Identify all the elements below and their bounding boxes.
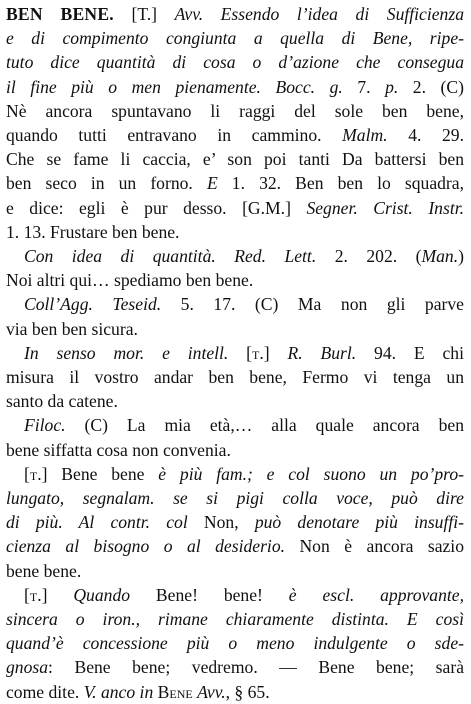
text-line bbox=[6, 99, 464, 123]
text-line bbox=[6, 220, 464, 244]
italic-text: Avv. bbox=[197, 681, 226, 702]
italic-text: gnosa bbox=[6, 657, 49, 678]
dictionary-entry-ben-bene bbox=[6, 2, 464, 704]
italic-text: tuto dice quantità di cosa o d’azione che consegua bbox=[6, 52, 464, 73]
small-caps-text: Bene bbox=[157, 681, 193, 702]
text-run: ] Bene bene bbox=[41, 463, 159, 484]
italic-text: lungato, segnalam. se si pigi colla voce, può dire bbox=[6, 488, 464, 509]
paragraph-esclamazione bbox=[6, 583, 464, 704]
paragraph-definition bbox=[6, 2, 464, 244]
paragraph-piu-fam bbox=[6, 462, 464, 583]
text-run: Non è ancora sazio bbox=[285, 536, 464, 557]
text-line bbox=[6, 196, 464, 220]
text-line bbox=[6, 75, 464, 99]
text-run: 7. bbox=[342, 76, 386, 97]
text-run: come dite. bbox=[6, 681, 84, 702]
italic-text: Segner. Crist. Instr. bbox=[306, 197, 465, 218]
headword: BEN BENE. bbox=[6, 4, 114, 24]
italic-text: di più. Al contr. col bbox=[6, 512, 188, 533]
text-run: Bene! bene! bbox=[130, 584, 289, 605]
text-line bbox=[6, 292, 464, 316]
text-run: (C) La mia età,… alla quale ancora ben bbox=[65, 415, 464, 436]
text-line bbox=[6, 510, 464, 534]
text-run: [ bbox=[24, 463, 30, 484]
text-line bbox=[6, 2, 464, 26]
text-line bbox=[6, 534, 464, 558]
text-run: [T.] bbox=[113, 4, 175, 24]
italic-text: sincera o iron., rimane chiaramente distinta. E così bbox=[6, 609, 464, 630]
italic-text: R. Burl. bbox=[287, 342, 357, 363]
text-line bbox=[6, 171, 464, 195]
small-caps-text: t. bbox=[29, 463, 42, 484]
italic-text: e di compimento congiunta a quella di Bene, ripe- bbox=[6, 28, 464, 49]
italic-text: Avv. Essendo l’idea di Sufficienza bbox=[174, 4, 464, 24]
text-run: ) bbox=[458, 246, 464, 267]
text-run: 94. E chi bbox=[356, 342, 464, 363]
italic-text: Filoc. bbox=[24, 415, 66, 436]
text-line bbox=[6, 680, 464, 704]
text-run: 2. 202. ( bbox=[316, 246, 422, 267]
text-line bbox=[6, 26, 464, 50]
text-run: ] bbox=[263, 342, 288, 363]
text-line bbox=[6, 486, 464, 510]
text-run: ben seco in un forno. bbox=[6, 173, 207, 194]
italic-text: Man. bbox=[421, 246, 459, 267]
text-run: : Bene bene; vedremo. — Bene bene; sarà bbox=[48, 657, 464, 678]
italic-text: il fine più o men pienamente. Bocc. g. bbox=[6, 76, 343, 97]
text-run: bene siffatta cosa non convenia. bbox=[6, 439, 231, 460]
paragraph-senso-mor bbox=[6, 341, 464, 414]
text-run: santo da catene. bbox=[6, 391, 118, 412]
text-line bbox=[6, 413, 464, 437]
text-run: 1. 32. Ben ben lo squadra, bbox=[217, 173, 464, 194]
small-caps-text: t. bbox=[29, 584, 42, 605]
text-run: e dice: egli è pur desso. [G.M.] bbox=[6, 197, 307, 218]
text-line bbox=[6, 583, 464, 607]
text-run: Non, bbox=[187, 512, 255, 533]
italic-text: quand’è concessione più o meno indulgente o sde- bbox=[6, 633, 464, 654]
text-line bbox=[6, 389, 464, 413]
text-line bbox=[6, 559, 464, 583]
text-line bbox=[6, 317, 464, 341]
text-run: , § 65. bbox=[225, 681, 270, 702]
text-run: Che se fame li caccia, e’ son poi tanti Da battersi ben bbox=[6, 149, 464, 170]
italic-text: cienza al bisogno o al desiderio. bbox=[6, 536, 286, 557]
text-run: 1. 13. Frustare ben bene. bbox=[6, 221, 180, 242]
text-line bbox=[6, 438, 464, 462]
text-line bbox=[6, 341, 464, 365]
italic-text: p. bbox=[385, 76, 399, 97]
paragraph-filoc bbox=[6, 413, 464, 461]
text-line bbox=[6, 123, 464, 147]
text-run: quando tutti entravano in cammino. bbox=[6, 125, 343, 146]
text-line bbox=[6, 268, 464, 292]
italic-text: E bbox=[206, 173, 218, 194]
text-line bbox=[6, 365, 464, 389]
italic-text: V. anco in bbox=[83, 681, 154, 702]
text-line bbox=[6, 631, 464, 655]
text-line bbox=[6, 244, 464, 268]
text-run: via ben ben sicura. bbox=[6, 318, 138, 339]
text-run: [ bbox=[24, 584, 30, 605]
text-run: [ bbox=[228, 342, 253, 363]
italic-text: Coll’Agg. Teseid. bbox=[24, 294, 162, 315]
italic-text: è più fam.; e col suono un po’pro- bbox=[158, 463, 464, 484]
text-run: Nè ancora spuntavano li raggi del sole ben bene, bbox=[6, 100, 464, 121]
italic-text: può denotare più insuffi- bbox=[254, 512, 464, 533]
text-line bbox=[6, 607, 464, 631]
text-run: 4. 29. bbox=[387, 125, 464, 146]
italic-text: Malm. bbox=[342, 125, 388, 146]
italic-text: è escl. approvante, bbox=[288, 584, 464, 605]
text-run: misura il vostro andar ben bene, Fermo vi tenga un bbox=[6, 367, 464, 388]
text-run: bene bene. bbox=[6, 560, 82, 581]
italic-text: Quando bbox=[73, 584, 131, 605]
italic-text: Con idea di quantità. Red. Lett. bbox=[24, 246, 317, 267]
paragraph-quantita bbox=[6, 244, 464, 292]
text-run: 5. 17. (C) Ma non gli parve bbox=[161, 294, 464, 315]
text-line bbox=[6, 462, 464, 486]
text-run: Noi altri qui… spediamo ben bene. bbox=[6, 270, 254, 291]
small-caps-text: t. bbox=[252, 342, 264, 363]
text-line bbox=[6, 50, 464, 74]
text-line bbox=[6, 147, 464, 171]
italic-text: In senso mor. e intell. bbox=[24, 342, 229, 363]
text-line bbox=[6, 655, 464, 679]
text-run: ] bbox=[41, 584, 74, 605]
paragraph-coll-agg bbox=[6, 292, 464, 340]
text-run: 2. (C) bbox=[398, 76, 464, 97]
